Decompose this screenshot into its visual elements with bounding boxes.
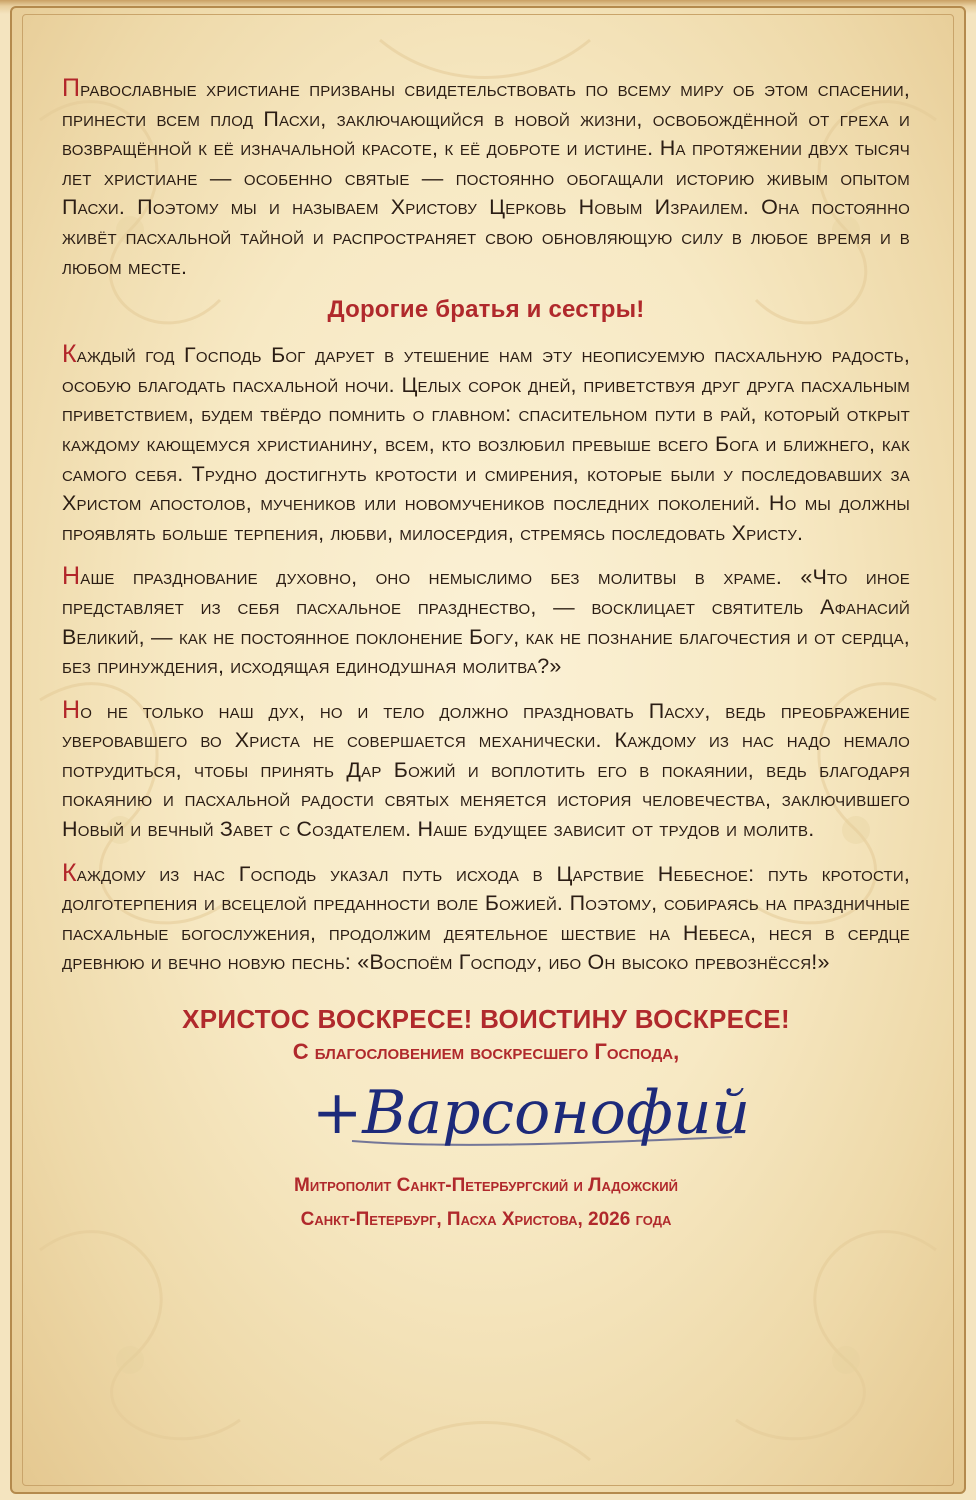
paragraph-text: аждому из нас Господь указал путь исхода в Царствие Небесное: путь кротости, долготерпения и всецелой преданности воле Божией. Поэтому, собираясь на праздничные пасхальные богослужения, продолжим деятельное шествие на Небеса, неся в сердце древнюю и вечно новую песнь: «Воспоём Господу, ибо Он высоко превознёсся!»	[62, 861, 910, 975]
paragraph-prayer	[62, 562, 910, 681]
easter-greeting: ХРИСТОС ВОСКРЕСЕ! ВОИСТИНУ ВОСКРЕСЕ!	[182, 1004, 790, 1035]
paragraph-text: равославные христиане призваны свидетельствовать по всему миру об этом спасении, принести всем плод Пасхи, заключающийся в новой жизни, освобождённой от греха и возвращённой к её изначальной красоте, к её доброте и истине. На протяжении двух тысяч лет христиане — особенно святые — постоянно обогащали историю живым опытом Пасхи. Поэтому мы и называем Христову Церковь Новым Израилем. Она постоянно живёт пасхальной тайной и распространяет свою обновляющую силу в любое время и в любом месте.	[62, 77, 910, 279]
paragraph-text: аждый год Господь Бог дарует в утешение нам эту неописуемую пасхальную радость, особую благодать пасхальной ночи. Целых сорок дней, приветствуя друг друга пасхальным приветствием, будем твёрдо помнить о главном: спасительном пути в рай, который открыт каждому кающемуся христианину, всем, кто возлюбил превыше всего Бога и ближнего, как самого себя. Трудно достигнуть кротости и смирения, которые были у последовавших за Христом апостолов, мучеников или новомучеников последних поколений. Но мы должны проявлять больше терпения, любви, милосердия, стремясь последовать Христу.	[62, 343, 910, 545]
drop-initial: Н	[62, 562, 81, 591]
handwritten-signature	[292, 1071, 752, 1163]
place-and-date: Санкт-Петербург, Пасха Христова, 2026 года	[300, 1209, 672, 1231]
paragraph-easter-joy	[62, 340, 910, 548]
blessing-line: С благословением воскресшего Господа,	[292, 1039, 680, 1065]
drop-initial: Н	[62, 695, 81, 724]
signatory-title: Митрополит Санкт-Петербургский и Ладожский	[294, 1175, 678, 1197]
signature-text: +Варсонофий	[312, 1078, 751, 1149]
drop-initial: К	[62, 858, 77, 887]
drop-initial: П	[62, 74, 81, 102]
drop-initial: К	[62, 340, 77, 369]
paragraph-transformation	[62, 696, 910, 845]
paragraph-path	[62, 859, 910, 978]
paragraph-text: о не только наш дух, но и тело должно праздновать Пасху, ведь преображение уверовавшего во Христа не совершается механически. Каждому из нас надо немало потрудиться, чтобы принять Дар Божий и воплотить его в покаянии, ведь благодаря покаянию и пасхальной радости святых меняется история человечества, заключившего Новый и вечный Завет с Создателем. Наше будущее зависит от трудов и молитв.	[62, 698, 910, 842]
signature-block	[62, 1071, 910, 1163]
section-heading: Дорогие братья и сестры!	[327, 296, 645, 324]
paragraph-text: аше празднование духовно, оно немыслимо без молитвы в храме. «Что иное представляет из себя пасхальное празднество, — восклицает святитель Афанасий Великий, — как не постоянное поклонение Богу, как не познание благочестия и от сердца, без принуждения, исходящая единодушная молитва?»	[62, 565, 910, 679]
paragraph-intro	[62, 74, 910, 282]
letter-content	[62, 74, 910, 1243]
